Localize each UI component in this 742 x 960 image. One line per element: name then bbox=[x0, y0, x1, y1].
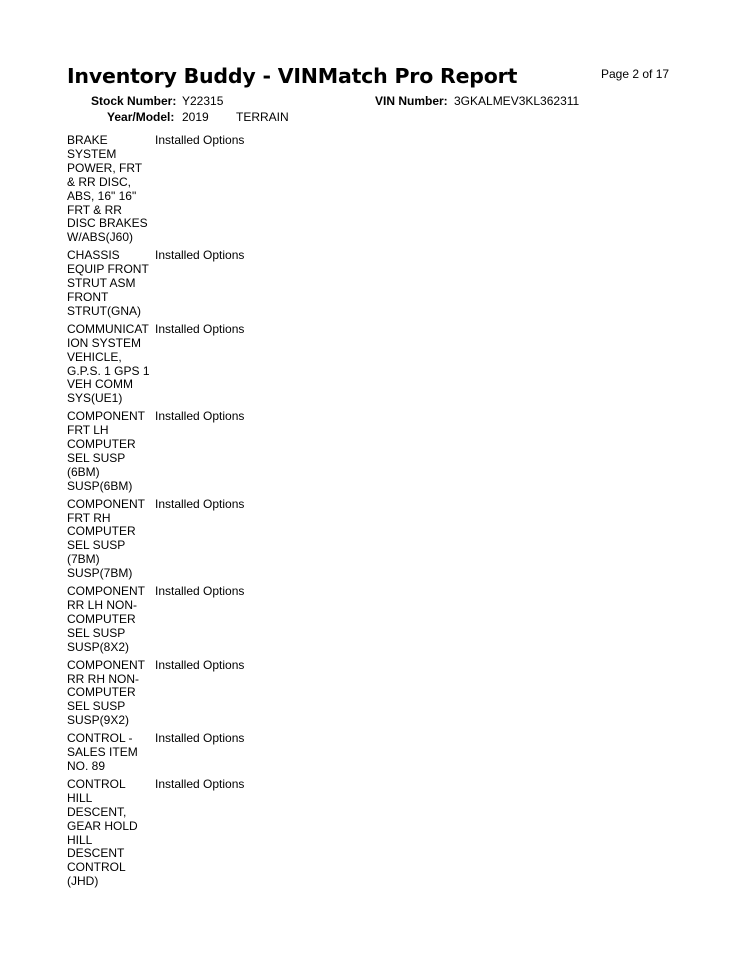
option-name: COMPONENT RR LH NON- COMPUTER SEL SUSP SUSP(8X2) bbox=[67, 584, 145, 654]
option-row bbox=[67, 323, 367, 406]
option-category: Installed Options bbox=[155, 584, 245, 599]
vin-number-label: VIN Number: bbox=[375, 94, 448, 108]
year-value: 2019 bbox=[182, 110, 209, 124]
option-row bbox=[67, 732, 367, 774]
option-name: COMMUNICAT ION SYSTEM VEHICLE, G.P.S. 1 GPS 1 VEH COMM SYS(UE1) bbox=[67, 321, 150, 406]
option-category: Installed Options bbox=[155, 776, 245, 791]
option-category: Installed Options bbox=[155, 133, 245, 147]
option-category: Installed Options bbox=[155, 248, 245, 263]
option-name: CONTROL - SALES ITEM NO. 89 bbox=[67, 731, 138, 773]
option-category: Installed Options bbox=[155, 496, 245, 511]
option-row bbox=[67, 659, 367, 729]
option-row bbox=[67, 498, 367, 581]
option-name: COMPONENT FRT LH COMPUTER SEL SUSP (6BM) SUSP(6BM) bbox=[67, 409, 145, 493]
option-category: Installed Options bbox=[155, 657, 245, 672]
option-row bbox=[67, 585, 367, 655]
option-category: Installed Options bbox=[155, 321, 245, 336]
option-name: BRAKE SYSTEM POWER, FRT & RR DISC, ABS, 16" 16" FRT & RR DISC BRAKES W/ABS(J60) bbox=[67, 133, 148, 245]
option-row bbox=[67, 249, 367, 319]
option-name: COMPONENT RR RH NON- COMPUTER SEL SUSP SUSP(9X2) bbox=[67, 657, 145, 728]
option-name: CONTROL HILL DESCENT, GEAR HOLD HILL DESCENT CONTROL (JHD) bbox=[67, 776, 138, 889]
options-list bbox=[67, 134, 367, 893]
stock-number-label: Stock Number: bbox=[91, 94, 177, 108]
option-category: Installed Options bbox=[155, 409, 245, 424]
option-row bbox=[67, 410, 367, 493]
year-model-label: Year/Model: bbox=[107, 110, 175, 124]
report-title: Inventory Buddy - VINMatch Pro Report bbox=[67, 64, 518, 88]
vin-number-value: 3GKALMEV3KL362311 bbox=[454, 94, 580, 108]
option-name: COMPONENT FRT RH COMPUTER SEL SUSP (7BM) SUSP(7BM) bbox=[67, 496, 145, 581]
page-number: Page 2 of 17 bbox=[601, 67, 670, 81]
option-category: Installed Options bbox=[155, 731, 245, 746]
stock-number-value: Y22315 bbox=[182, 94, 224, 108]
option-name: CHASSIS EQUIP FRONT STRUT ASM FRONT STRUT(GNA) bbox=[67, 248, 149, 318]
model-value: TERRAIN bbox=[236, 110, 289, 124]
option-row bbox=[67, 134, 367, 245]
option-row bbox=[67, 778, 367, 889]
